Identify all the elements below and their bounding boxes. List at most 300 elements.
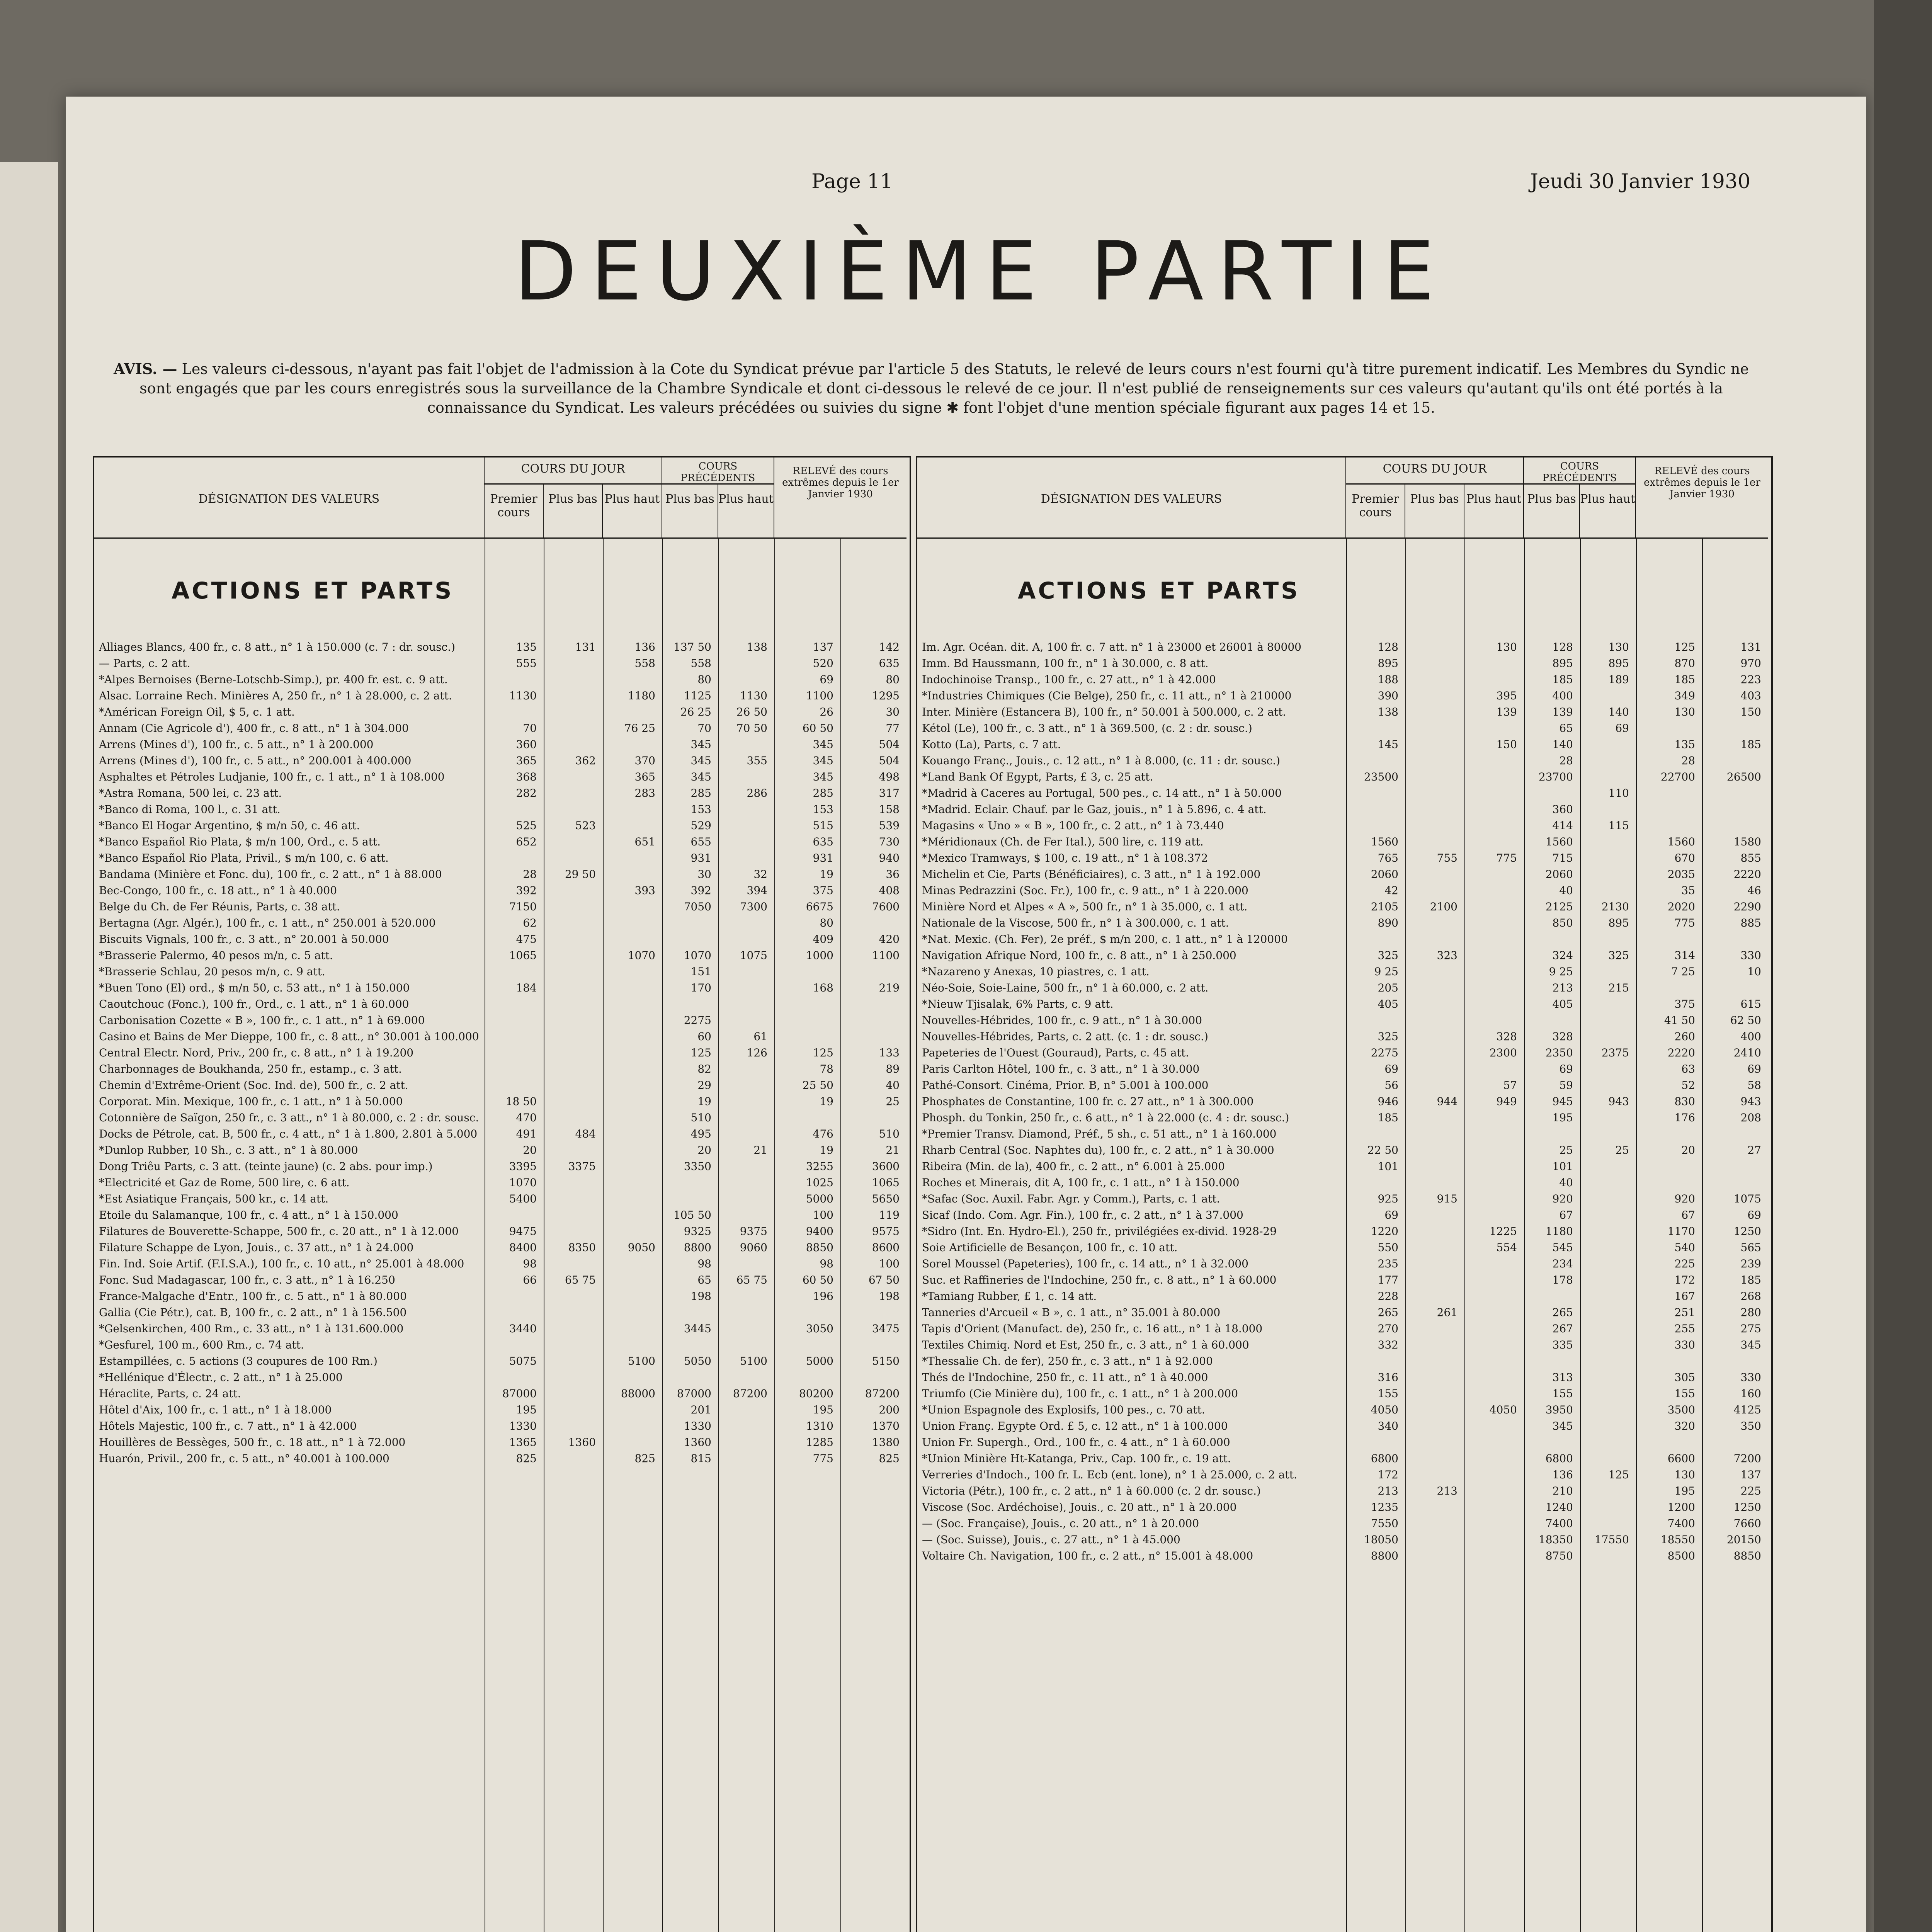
price-cell: 213 <box>1437 1485 1458 1497</box>
table-row <box>917 1483 1765 1499</box>
price-cell: 139 <box>1552 706 1573 718</box>
table-row <box>94 1094 903 1110</box>
price-cell: 1360 <box>684 1436 711 1449</box>
price-cell: 69 <box>820 673 833 686</box>
left-rows <box>94 639 903 1467</box>
table-row <box>917 947 1765 964</box>
table-row <box>94 1158 903 1175</box>
price-cell: 115 <box>1608 819 1629 832</box>
price-cell: 142 <box>879 641 900 653</box>
security-name: *Nieuw Tjisalak, 6% Parts, c. 9 att. <box>922 998 1114 1010</box>
price-cell: 558 <box>634 657 655 670</box>
price-cell: 931 <box>813 852 833 864</box>
price-cell: 29 50 <box>565 868 596 881</box>
security-name: Néo-Soie, Soie-Laine, 500 fr., n° 1 à 60.000, c. 2 att. <box>922 981 1209 994</box>
price-cell: 63 <box>1681 1063 1695 1075</box>
price-cell: 36 <box>886 868 900 881</box>
table-row <box>94 883 903 899</box>
price-cell: 22 50 <box>1367 1144 1398 1156</box>
table-row <box>94 1207 903 1223</box>
price-cell: 345 <box>813 754 833 767</box>
security-name: *Dunlop Rubber, 10 Sh., c. 3 att., n° 1 à 80.000 <box>99 1144 358 1156</box>
price-cell: 235 <box>1378 1257 1398 1270</box>
price-cell: 7400 <box>1545 1517 1573 1530</box>
security-name: Kouango Franç., Jouis., c. 12 att., n° 1 à 8.000, (c. 11 : dr. sousc.) <box>922 754 1281 767</box>
security-name: *Astra Romana, 500 lei, c. 23 att. <box>99 787 282 799</box>
designation-header: DÉSIGNATION DES VALEURS <box>917 457 1346 539</box>
price-cell: 850 <box>1552 917 1573 929</box>
price-cell: 4050 <box>1371 1403 1398 1416</box>
security-name: Nationale de la Viscose, 500 fr., n° 1 à 300.000, c. 1 att. <box>922 917 1229 929</box>
price-cell: 119 <box>879 1209 900 1221</box>
price-cell: 7550 <box>1371 1517 1398 1530</box>
price-cell: 1285 <box>806 1436 833 1449</box>
security-name: *Premier Transv. Diamond, Préf., 5 sh., c. 51 att., n° 1 à 160.000 <box>922 1128 1277 1140</box>
price-cell: 651 <box>634 835 655 848</box>
price-cell: 188 <box>1378 673 1398 686</box>
price-cell: 26 50 <box>736 706 767 718</box>
security-name: Kétol (Le), 100 fr., c. 3 att., n° 1 à 369.500, (c. 2 : dr. sousc.) <box>922 722 1252 735</box>
price-cell: 185 <box>1740 738 1761 751</box>
price-cell: 2020 <box>1667 900 1695 913</box>
security-name: Soie Artificielle de Besançon, 100 fr., c. 10 att. <box>922 1241 1178 1254</box>
price-cell: 185 <box>1740 1274 1761 1286</box>
price-cell: 2300 <box>1489 1046 1517 1059</box>
notice <box>100 359 1762 417</box>
price-cell: 360 <box>1552 803 1573 816</box>
price-cell: 176 <box>1674 1111 1695 1124</box>
price-cell: 8600 <box>872 1241 900 1254</box>
price-cell: 213 <box>1378 1485 1398 1497</box>
security-name: Bec-Congo, 100 fr., c. 18 att., n° 1 à 40.000 <box>99 884 337 897</box>
table-row <box>94 1175 903 1191</box>
price-cell: 1560 <box>1371 835 1398 848</box>
price-cell: 89 <box>886 1063 900 1075</box>
price-cell: 1370 <box>872 1420 900 1432</box>
price-cell: 26 <box>820 706 833 718</box>
price-cell: 8800 <box>684 1241 711 1254</box>
security-name: Paris Carlton Hôtel, 100 fr., c. 3 att., n° 1 à 30.000 <box>922 1063 1200 1075</box>
table-row <box>917 1548 1765 1564</box>
price-cell: 270 <box>1378 1322 1398 1335</box>
price-cell: 98 <box>820 1257 833 1270</box>
price-cell: 5400 <box>509 1192 537 1205</box>
security-name: Bandama (Minière et Fonc. du), 100 fr., c. 2 att., n° 1 à 88.000 <box>99 868 442 881</box>
price-cell: 98 <box>523 1257 537 1270</box>
price-cell: 195 <box>1674 1485 1695 1497</box>
security-name: Suc. et Raffineries de l'Indochine, 250 fr., c. 8 att., n° 1 à 60.000 <box>922 1274 1277 1286</box>
security-name: *Buen Tono (El) ord., $ m/n 50, c. 53 att., n° 1 à 150.000 <box>99 981 410 994</box>
price-cell: 1070 <box>684 949 711 962</box>
price-cell: 1130 <box>509 689 537 702</box>
price-cell: 943 <box>1608 1095 1629 1108</box>
table-row <box>917 785 1765 801</box>
table-row <box>94 753 903 769</box>
table-row <box>917 1451 1765 1467</box>
price-cell: 400 <box>1740 1030 1761 1043</box>
price-cell: 268 <box>1740 1290 1761 1303</box>
security-name: Asphaltes et Pétroles Ludjanie, 100 fr., c. 1 att., n° 1 à 108.000 <box>99 770 445 783</box>
price-cell: 275 <box>1740 1322 1761 1335</box>
price-cell: 59 <box>1559 1079 1573 1092</box>
price-cell: 27 <box>1747 1144 1761 1156</box>
price-cell: 282 <box>516 787 537 799</box>
price-cell: 87000 <box>502 1387 537 1400</box>
security-name: Huarón, Privil., 200 fr., c. 5 att., n° 40.001 à 100.000 <box>99 1452 389 1465</box>
price-cell: 135 <box>1674 738 1695 751</box>
premier-cours-header: Premier cours <box>485 485 544 539</box>
security-name: France-Malgache d'Entr., 100 fr., c. 5 att., n° 1 à 80.000 <box>99 1290 407 1303</box>
security-name: *Gelsenkirchen, 400 Rm., c. 33 att., n° 1 à 131.600.000 <box>99 1322 404 1335</box>
security-name: *Union Minière Ht-Katanga, Priv., Cap. 100 fr., c. 19 att. <box>922 1452 1231 1465</box>
notice-lead: AVIS. — <box>113 360 177 378</box>
table-row <box>917 1029 1765 1045</box>
security-name: Kotto (La), Parts, c. 7 att. <box>922 738 1061 751</box>
price-cell: 136 <box>634 641 655 653</box>
table-row <box>94 769 903 785</box>
price-cell: 765 <box>1378 852 1398 864</box>
security-name: Caoutchouc (Fonc.), 100 fr., Ord., c. 1 att., n° 1 à 60.000 <box>99 998 409 1010</box>
security-name: Union Fr. Supergh., Ord., 100 fr., c. 4 att., n° 1 à 60.000 <box>922 1436 1230 1449</box>
price-cell: 239 <box>1740 1257 1761 1270</box>
price-cell: 66 <box>523 1274 537 1286</box>
security-name: Im. Agr. Océan. dit. A, 100 fr. c. 7 att. n° 1 à 23000 et 26001 à 80000 <box>922 641 1301 653</box>
table-row <box>917 1369 1765 1386</box>
section-title: ACTIONS ET PARTS <box>1018 577 1300 604</box>
price-cell: 2060 <box>1371 868 1398 881</box>
price-cell: 70 <box>697 722 711 735</box>
table-row <box>94 785 903 801</box>
security-name: Minière Nord et Alpes « A », 500 fr., n° 1 à 35.000, c. 1 att. <box>922 900 1248 913</box>
price-cell: 9575 <box>872 1225 900 1238</box>
security-name: Biscuits Vignals, 100 fr., c. 3 att., n° 20.001 à 50.000 <box>99 933 389 946</box>
security-name: Filature Schappe de Lyon, Jouis., c. 37 att., n° 1 à 24.000 <box>99 1241 414 1254</box>
premier-cours-header: Premier cours <box>1346 485 1405 539</box>
price-cell: 9325 <box>684 1225 711 1238</box>
price-cell: 504 <box>879 738 900 751</box>
table-row <box>94 704 903 720</box>
price-cell: 151 <box>690 965 711 978</box>
price-cell: 155 <box>1378 1387 1398 1400</box>
table-row <box>917 834 1765 850</box>
table-row <box>917 1386 1765 1402</box>
price-cell: 1310 <box>806 1420 833 1432</box>
price-cell: 392 <box>690 884 711 897</box>
table-row <box>917 1240 1765 1256</box>
price-cell: 335 <box>1552 1338 1573 1351</box>
price-cell: 775 <box>1496 852 1517 864</box>
price-cell: 324 <box>1552 949 1573 962</box>
price-cell: 57 <box>1503 1079 1517 1092</box>
security-name: Estampillées, c. 5 actions (3 coupures de 100 Rm.) <box>99 1355 378 1367</box>
price-cell: 1180 <box>628 689 655 702</box>
price-cell: 360 <box>516 738 537 751</box>
price-cell: 755 <box>1437 852 1458 864</box>
price-cell: 210 <box>1552 1485 1573 1497</box>
price-cell: 265 <box>1552 1306 1573 1319</box>
price-cell: 285 <box>690 787 711 799</box>
price-cell: 18050 <box>1364 1533 1398 1546</box>
price-cell: 40 <box>1559 1176 1573 1189</box>
price-cell: 5000 <box>806 1355 833 1367</box>
security-name: *Tamiang Rubber, £ 1, c. 14 att. <box>922 1290 1097 1303</box>
table-row <box>94 947 903 964</box>
price-cell: 88000 <box>621 1387 655 1400</box>
security-name: Carbonisation Cozette « B », 100 fr., c. 1 att., n° 1 à 69.000 <box>99 1014 425 1027</box>
security-name: Hôtel d'Aix, 100 fr., c. 1 att., n° 1 à 18.000 <box>99 1403 332 1416</box>
cours-du-jour-header: COURS DU JOUR <box>485 457 662 485</box>
price-cell: 20 <box>523 1144 537 1156</box>
price-cell: 1225 <box>1489 1225 1517 1238</box>
price-cell: 7050 <box>684 900 711 913</box>
price-cell: 390 <box>1378 689 1398 702</box>
price-cell: 138 <box>1378 706 1398 718</box>
table-row <box>917 1158 1765 1175</box>
table-row <box>94 1321 903 1337</box>
security-name: Charbonnages de Boukhanda, 250 fr., estamp., c. 3 att. <box>99 1063 402 1075</box>
price-cell: 670 <box>1674 852 1695 864</box>
price-cell: 52 <box>1681 1079 1695 1092</box>
price-cell: 228 <box>1378 1290 1398 1303</box>
prec-plus-haut-header: Plus haut <box>1580 485 1636 539</box>
price-cell: 1580 <box>1733 835 1761 848</box>
price-cell: 178 <box>1552 1274 1573 1286</box>
price-cell: 320 <box>1674 1420 1695 1432</box>
price-cell: 7300 <box>740 900 767 913</box>
price-cell: 539 <box>879 819 900 832</box>
price-cell: 2100 <box>1430 900 1458 913</box>
price-cell: 1240 <box>1545 1501 1573 1514</box>
price-cell: 23500 <box>1364 770 1398 783</box>
page-number: Page 11 <box>811 170 893 193</box>
cours-precedents-header: COURS PRÉCÉDENTS <box>1524 457 1636 485</box>
price-cell: 28 <box>1559 754 1573 767</box>
price-cell: 255 <box>1674 1322 1695 1335</box>
security-name: *Mexico Tramways, $ 100, c. 19 att., n° 1 à 108.372 <box>922 852 1208 864</box>
price-cell: 65 75 <box>565 1274 596 1286</box>
price-cell: 20 <box>1681 1144 1695 1156</box>
price-cell: 400 <box>1552 689 1573 702</box>
price-cell: 652 <box>516 835 537 848</box>
page-date: Jeudi 30 Janvier 1930 <box>1530 170 1751 193</box>
price-cell: 525 <box>516 819 537 832</box>
price-cell: 60 <box>697 1030 711 1043</box>
table-row <box>917 1402 1765 1418</box>
price-cell: 895 <box>1608 657 1629 670</box>
price-cell: 195 <box>813 1403 833 1416</box>
price-cell: 20150 <box>1726 1533 1761 1546</box>
price-cell: 130 <box>1496 641 1517 653</box>
price-cell: 32 <box>753 868 767 881</box>
price-cell: 332 <box>1378 1338 1398 1351</box>
designation-header: DÉSIGNATION DES VALEURS <box>94 457 485 539</box>
price-cell: 82 <box>697 1063 711 1075</box>
price-cell: 7400 <box>1667 1517 1695 1530</box>
table-row <box>94 1418 903 1434</box>
security-name: *Union Espagnole des Explosifs, 100 pes., c. 70 att. <box>922 1403 1205 1416</box>
price-cell: 9475 <box>509 1225 537 1238</box>
price-cell: 87200 <box>865 1387 900 1400</box>
price-cell: 314 <box>1674 949 1695 962</box>
table-row <box>917 931 1765 947</box>
price-cell: 22700 <box>1660 770 1695 783</box>
table-row <box>917 1126 1765 1142</box>
notice-text: Les valeurs ci-dessous, n'ayant pas fait l'objet de l'admission à la Cote du Syndicat prévue par l'article 5 des Statuts, le relevé de leurs cours n'est fourni qu'à titre purement indicatif. Les Membres du Syndic ne sont engagés que par les cours enregistrés sous la surveillance de la Chambre Syndicale et dont ci-dessous le relevé de ce jour. Il n'est publié de renseignements sur ces valeurs qu'autant qu'ils ont été portés à la connaissance du Syndicat. Les valeurs précédées ou suivies du signe ✱ font l'objet d'une mention spéciale figurant aux pages 14 et 15. <box>139 361 1749 416</box>
security-name: *Banco Español Rio Plata, $ m/n 100, Ord., c. 5 att. <box>99 835 381 848</box>
security-name: Fonc. Sud Madagascar, 100 fr., c. 3 att., n° 1 à 16.250 <box>99 1274 395 1286</box>
security-name: Union Franç. Egypte Ord. £ 5, c. 12 att., n° 1 à 100.000 <box>922 1420 1228 1432</box>
security-name: Magasins « Uno » « B », 100 fr., c. 2 att., n° 1 à 73.440 <box>922 819 1224 832</box>
price-cell: 3500 <box>1667 1403 1695 1416</box>
table-row <box>94 980 903 996</box>
price-cell: 3475 <box>872 1322 900 1335</box>
security-name: Navigation Afrique Nord, 100 fr., c. 8 att., n° 1 à 250.000 <box>922 949 1236 962</box>
price-cell: 395 <box>1496 689 1517 702</box>
price-cell: 101 <box>1378 1160 1398 1173</box>
price-cell: 504 <box>879 754 900 767</box>
price-cell: 110 <box>1608 787 1629 799</box>
table-row <box>94 931 903 947</box>
table-row <box>917 980 1765 996</box>
price-cell: 1075 <box>1733 1192 1761 1205</box>
price-cell: 3350 <box>684 1160 711 1173</box>
price-cell: 195 <box>516 1403 537 1416</box>
price-cell: 414 <box>1552 819 1573 832</box>
security-name: Arrens (Mines d'), 100 fr., c. 5 att., n° 1 à 200.000 <box>99 738 374 751</box>
price-cell: 80 <box>820 917 833 929</box>
price-cell: 28 <box>1681 754 1695 767</box>
price-cell: 61 <box>753 1030 767 1043</box>
price-cell: 316 <box>1378 1371 1398 1384</box>
table-row <box>917 1256 1765 1272</box>
table-row <box>917 720 1765 736</box>
price-cell: 7660 <box>1733 1517 1761 1530</box>
table-row <box>917 1353 1765 1369</box>
price-cell: 70 <box>523 722 537 735</box>
price-cell: 77 <box>886 722 900 735</box>
table-row <box>917 688 1765 704</box>
cours-precedents-header: COURS PRÉCÉDENTS <box>662 457 774 485</box>
price-cell: 158 <box>879 803 900 816</box>
plus-bas-header: Plus bas <box>1405 485 1464 539</box>
price-cell: 145 <box>1378 738 1398 751</box>
price-cell: 855 <box>1740 852 1761 864</box>
price-cell: 491 <box>516 1128 537 1140</box>
price-cell: 80 <box>697 673 711 686</box>
price-cell: 172 <box>1674 1274 1695 1286</box>
price-cell: 6600 <box>1667 1452 1695 1465</box>
security-name: — (Soc. Française), Jouis., c. 20 att., n° 1 à 20.000 <box>922 1517 1199 1530</box>
table-row <box>917 1223 1765 1240</box>
price-cell: 30 <box>697 868 711 881</box>
price-cell: 265 <box>1378 1306 1398 1319</box>
price-cell: 80 <box>886 673 900 686</box>
price-cell: 2125 <box>1545 900 1573 913</box>
price-cell: 558 <box>690 657 711 670</box>
price-cell: 655 <box>690 835 711 848</box>
price-cell: 2035 <box>1667 868 1695 881</box>
price-cell: 1295 <box>872 689 900 702</box>
security-name: Imm. Bd Haussmann, 100 fr., n° 1 à 30.000, c. 8 att. <box>922 657 1209 670</box>
price-cell: 185 <box>1674 673 1695 686</box>
security-name: Annam (Cie Agricole d'), 400 fr., c. 8 att., n° 1 à 304.000 <box>99 722 409 735</box>
price-cell: 970 <box>1740 657 1761 670</box>
price-cell: 325 <box>1378 1030 1398 1043</box>
price-cell: 286 <box>747 787 767 799</box>
table-row <box>94 1126 903 1142</box>
price-cell: 69 <box>1747 1063 1761 1075</box>
price-cell: 3950 <box>1545 1403 1573 1416</box>
price-cell: 1330 <box>684 1420 711 1432</box>
price-cell: 46 <box>1747 884 1761 897</box>
price-cell: 2130 <box>1601 900 1629 913</box>
table-row <box>917 1337 1765 1353</box>
price-cell: 420 <box>879 933 900 946</box>
price-cell: 330 <box>1740 949 1761 962</box>
price-cell: 130 <box>1674 1468 1695 1481</box>
price-cell: 208 <box>1740 1111 1761 1124</box>
table-row <box>94 655 903 672</box>
price-cell: 523 <box>575 819 596 832</box>
security-name: Belge du Ch. de Fer Réunis, Parts, c. 38 att. <box>99 900 340 913</box>
price-cell: 283 <box>634 787 655 799</box>
price-cell: 35 <box>1681 884 1695 897</box>
price-cell: 8400 <box>509 1241 537 1254</box>
table-row <box>94 964 903 980</box>
price-cell: 944 <box>1437 1095 1458 1108</box>
price-cell: 1100 <box>872 949 900 962</box>
price-cell: 1070 <box>628 949 655 962</box>
security-name: Cotonnière de Saïgon, 250 fr., c. 3 att., n° 1 à 80.000, c. 2 : dr. sousc. <box>99 1111 479 1124</box>
price-cell: 198 <box>879 1290 900 1303</box>
price-cell: 4050 <box>1489 1403 1517 1416</box>
price-cell: 915 <box>1437 1192 1458 1205</box>
price-cell: 1365 <box>509 1436 537 1449</box>
price-cell: 895 <box>1378 657 1398 670</box>
price-cell: 895 <box>1552 657 1573 670</box>
price-cell: 69 <box>1615 722 1629 735</box>
price-cell: 943 <box>1740 1095 1761 1108</box>
security-name: Papeteries de l'Ouest (Gouraud), Parts, c. 45 att. <box>922 1046 1189 1059</box>
price-cell: 775 <box>813 1452 833 1465</box>
table-row <box>917 704 1765 720</box>
price-cell: 7 25 <box>1671 965 1695 978</box>
price-cell: 69 <box>1747 1209 1761 1221</box>
price-cell: 349 <box>1674 689 1695 702</box>
price-cell: 949 <box>1496 1095 1517 1108</box>
price-cell: 62 <box>523 917 537 929</box>
security-name: Tapis d'Orient (Manufact. de), 250 fr., c. 16 att., n° 1 à 18.000 <box>922 1322 1263 1335</box>
price-cell: 125 <box>1674 641 1695 653</box>
price-cell: 495 <box>690 1128 711 1140</box>
right-table <box>916 456 1773 1932</box>
price-cell: 25 <box>1559 1144 1573 1156</box>
price-cell: 2060 <box>1545 868 1573 881</box>
price-cell: 330 <box>1674 1338 1695 1351</box>
cours-du-jour-header: COURS DU JOUR <box>1346 457 1524 485</box>
price-cell: 328 <box>1496 1030 1517 1043</box>
price-cell: 69 <box>1559 1063 1573 1075</box>
table-row <box>917 753 1765 769</box>
price-cell: 1200 <box>1667 1501 1695 1514</box>
price-cell: 168 <box>813 981 833 994</box>
table-row <box>94 1077 903 1094</box>
price-cell: 931 <box>690 852 711 864</box>
security-name: Verreries d'Indoch., 100 fr. L. Ecb (ent. lone), n° 1 à 25.000, c. 2 att. <box>922 1468 1297 1481</box>
price-cell: 545 <box>1552 1241 1573 1254</box>
price-cell: 140 <box>1552 738 1573 751</box>
price-cell: 365 <box>634 770 655 783</box>
